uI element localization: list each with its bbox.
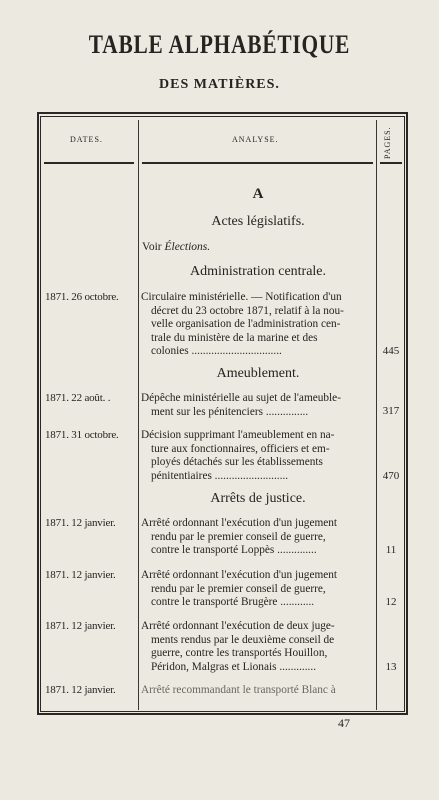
entry-date: 1871. 12 janvier. (45, 684, 116, 696)
see-label: Voir (142, 241, 162, 253)
entry-page: 317 (382, 405, 400, 417)
heading-actes-legislatifs: Actes législatifs. (211, 214, 305, 229)
entry-line: Arrêté ordonnant l'exécution d'un jugement (141, 569, 338, 581)
entry-page: 445 (382, 345, 400, 357)
entry-line: pénitentiaires .......................... (151, 469, 289, 482)
entry-date: 1871. 12 janvier. (45, 569, 116, 581)
column-header-dates: DATES. (70, 135, 103, 144)
entry-line: colonies ................................ (151, 345, 282, 358)
page-number: 47 (338, 716, 350, 730)
entry-text (141, 392, 376, 419)
entry-text (141, 620, 376, 674)
heading-administration-centrale: Administration centrale. (189, 264, 327, 279)
heading-arrets-de-justice: Arrêts de justice. (210, 491, 306, 506)
entry-page: 11 (385, 544, 397, 556)
entry-line: Décision supprimant l'ameublement en na- (141, 429, 335, 441)
entry-date: 1871. 12 janvier. (45, 517, 116, 529)
entry-line: contre le transporté Brugère ............ (151, 596, 315, 609)
entry-date: 1871. 26 octobre. (45, 291, 119, 303)
entry-text (141, 429, 376, 483)
section-letter: A (252, 186, 264, 202)
entry-line: Arrêté ordonnant l'exécution de deux juge- (141, 620, 335, 632)
entry-line: rendu par le premier conseil de guerre, (151, 582, 326, 595)
entry-page: 13 (385, 661, 397, 673)
column-divider-pages (376, 120, 377, 710)
entry-line: contre le transporté Loppès .............. (151, 544, 317, 557)
entry-line: Dépêche ministérielle au sujet de l'ameuble- (141, 392, 341, 404)
entry-line: trale du ministère de la marine et des (151, 331, 318, 344)
column-divider-dates (138, 120, 139, 710)
entry-line: Circulaire ministérielle. — Notification d'un (141, 291, 342, 303)
entry-date: 1871. 12 janvier. (45, 620, 116, 632)
page-subtitle: DES MATIÈRES. (159, 77, 280, 92)
entry-line: ployés détachés sur les établissements (151, 456, 323, 469)
header-rule-dates (44, 162, 134, 164)
header-rule-analyse (142, 162, 373, 164)
entry-date: 1871. 31 octobre. (45, 429, 119, 441)
entry-line: ture aux fonctionnaires, officiers et em- (151, 442, 330, 455)
column-header-analyse: ANALYSE. (232, 135, 279, 144)
entry-line: Arrêté ordonnant l'exécution d'un jugement (141, 517, 338, 529)
entry-line: Arrêté recommandant le transporté Blanc à (141, 684, 336, 696)
entry-date: 1871. 22 août. . (45, 392, 111, 404)
entry-line: guerre, contre les transportés Houillon, (151, 647, 328, 660)
entry-text (141, 291, 376, 359)
entry-line: Péridon, Malgras et Lionais ............. (151, 660, 317, 673)
entry-line: ments rendus par le deuxième conseil de (151, 633, 335, 646)
entry-line: ment sur les pénitenciers ............... (151, 405, 309, 418)
entry-text (141, 684, 376, 698)
page-title: TABLE ALPHABÉTIQUE (88, 30, 351, 59)
heading-ameublement: Ameublement. (216, 366, 300, 381)
entry-text (141, 569, 376, 610)
entry-line: velle organisation de l'administration cen- (151, 318, 341, 331)
entry-line: décret du 23 octobre 1871, relatif à la nou- (151, 304, 344, 317)
entry-text (141, 517, 376, 558)
column-header-pages: PAGES. (383, 126, 392, 160)
see-target: Élections. (164, 241, 211, 253)
entry-page: 12 (385, 596, 397, 608)
entry-line: rendu par le premier conseil de guerre, (151, 530, 326, 543)
entry-page: 470 (382, 470, 400, 482)
see-reference (142, 240, 210, 254)
